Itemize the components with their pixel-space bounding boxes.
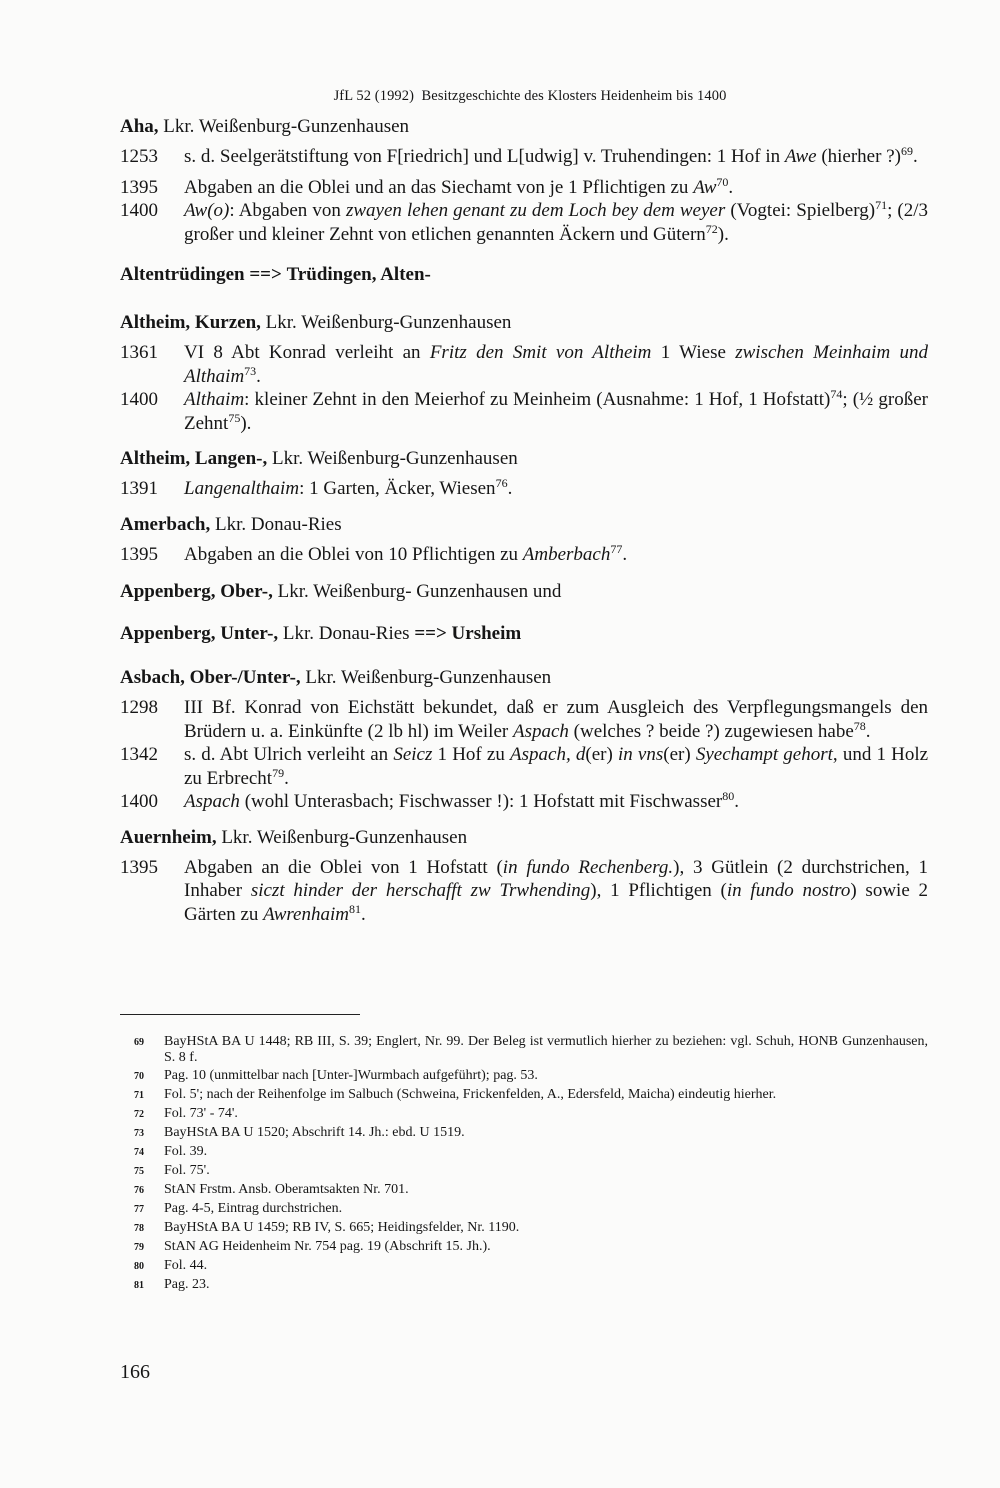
entry: 1400 Aw(o): Abgaben von zwayen lehen genant zu dem Loch bey dem weyer (Vogtei: Spielberg)$^{71}$; (2/3 großer und kleiner Zehnt von etlichen genannten Äckern und Gütern$^{72}$). [120, 198, 929, 245]
entry: 1395 Abgaben an die Oblei von 10 Pflichtigen zu Amberbach$^{77}$. [120, 541, 628, 565]
place-heading-asbach: Asbach, Ober-/Unter-, Lkr. Weißenburg-Gunzenhausen [120, 667, 552, 688]
footnote [134, 1201, 928, 1218]
running-title: Besitzgeschichte des Klosters Heidenheim bis 1400 [421, 88, 727, 104]
footnote-separator [120, 1014, 360, 1015]
footnote [134, 1220, 928, 1237]
footnote-text: Pag. 23. [164, 1277, 210, 1292]
footnote-number: 73 [134, 1128, 144, 1139]
page-number: 166 [120, 1361, 150, 1383]
footnote-text: BayHStA BA U 1448; RB III, S. 39; Englert, Nr. 99. Der Beleg ist vermutlich hierher zu beziehen: vgl. Schuh, HONB Gunzenhausen, S. 8 f. [164, 1034, 928, 1065]
footnote-number: 76 [134, 1185, 144, 1196]
footnote-text: Fol. 73' - 74'. [164, 1106, 238, 1121]
place-heading-amerbach: Amerbach, Lkr. Donau-Ries [120, 513, 342, 535]
footnote-text: BayHStA BA U 1459; RB IV, S. 665; Heidingsfelder, Nr. 1190. [164, 1220, 520, 1235]
place-heading-altheim-kurzen: Altheim, Kurzen, Lkr. Weißenburg-Gunzenhausen [120, 312, 512, 333]
footnote-text: Fol. 75'. [164, 1163, 210, 1178]
place-heading-auernheim: Auernheim, Lkr. Weißenburg-Gunzenhausen [120, 826, 468, 848]
footnote [134, 1034, 928, 1066]
footnote-text: BayHStA BA U 1520; Abschrift 14. Jh.: ebd. U 1519. [164, 1125, 465, 1140]
footnote-text: Fol. 39. [164, 1144, 208, 1159]
entry: 1395 Abgaben an die Oblei von 1 Hofstatt (in fundo Rechenberg.), 3 Gütlein (2 durchstrichen, 1 Inhaber siczt hinder der herschafft zw Trwhending), 1 Pflichtigen (in fundo nostro) sowie 2 Gärten zu Awrenhaim$^{81}$. [120, 856, 929, 925]
footnotes [134, 1034, 928, 1294]
place-heading-altheim-langen: Altheim, Langen-, Lkr. Weißenburg-Gunzenhausen [120, 448, 518, 469]
footnote-number: 72 [134, 1109, 144, 1120]
entry: 1342 s. d. Abt Ulrich verleiht an Seicz 1 Hof zu Aspach, d(er) in vns(er) Syechampt gehort, und 1 Holz zu Erbrecht$^{79}$. [120, 744, 929, 789]
entry: 1361 VI 8 Abt Konrad verleiht an Fritz den Smit von Altheim 1 Wiese zwischen Meinhaim und Althaim$^{73}$. [120, 342, 928, 387]
place-heading-appenberg-unter: Appenberg, Unter-, Lkr. Donau-Ries ==> Ursheim [120, 623, 522, 644]
footnote [134, 1106, 928, 1123]
place-heading-aha: Aha, Lkr. Weißenburg-Gunzenhausen [120, 116, 410, 137]
entry: 1400 Althaim: kleiner Zehnt in den Meierhof zu Meinheim (Ausnahme: 1 Hof, 1 Hofstatt)$^{74}$; (½ großer Zehnt$^{75}$). [120, 387, 928, 434]
footnote [134, 1182, 928, 1199]
entry: 1400 Aspach (wohl Unterasbach; Fischwasser !): 1 Hofstatt mit Fischwasser$^{80}$. [120, 789, 739, 812]
main-text [120, 115, 928, 926]
footnote [134, 1068, 928, 1085]
place-heading-appenberg-ober: Appenberg, Ober-, Lkr. Weißenburg- Gunzenhausen und [120, 581, 562, 602]
footnote-number: 80 [134, 1261, 144, 1272]
footnote-number: 75 [134, 1166, 144, 1177]
footnote-number: 78 [134, 1223, 144, 1234]
footnote-number: 69 [134, 1037, 144, 1048]
footnote [134, 1087, 928, 1104]
entry: 1298 III Bf. Konrad von Eichstätt bekundet, daß er zum Ausgleich des Verpflegungsmangels den Brüdern u. a. Einkünfte (2 lb hl) im Weiler Aspach (welches ? beide ?) zugewiesen habe$^{78}$. [120, 697, 928, 742]
footnote [134, 1163, 928, 1180]
footnote-number: 81 [134, 1280, 144, 1291]
running-head [0, 88, 1000, 105]
footnote-text: Fol. 5'; nach der Reihenfolge im Salbuch (Schweina, Frickenfelden, A., Edersfeld, Maicha) eindeutig hierher. [164, 1087, 777, 1102]
footnote-text: StAN Frstm. Ansb. Oberamtsakten Nr. 701. [164, 1182, 409, 1197]
entry: 1391 Langenalthaim: 1 Garten, Äcker, Wiesen$^{76}$. [120, 476, 513, 499]
footnote-number: 70 [134, 1071, 144, 1082]
footnote-text: StAN AG Heidenheim Nr. 754 pag. 19 (Abschrift 15. Jh.). [164, 1239, 491, 1254]
footnote-text: Fol. 44. [164, 1258, 208, 1273]
footnote-text: Pag. 4-5, Eintrag durchstrichen. [164, 1201, 343, 1216]
journal-ref: JfL 52 (1992) [333, 88, 415, 104]
footnote-number: 77 [134, 1204, 144, 1215]
place-heading-altentruedingen: Altentrüdingen ==> Trüdingen, Alten- [120, 264, 431, 285]
footnote [134, 1277, 928, 1294]
entry: 1253 s. d. Seelgerätstiftung von F[riedrich] und L[udwig] v. Truhendingen: 1 Hof in Awe (hierher ?)$^{69}$. [120, 144, 918, 167]
footnote-text: Pag. 10 (unmittelbar nach [Unter-]Wurmbach aufgeführt); pag. 53. [164, 1068, 538, 1083]
footnote [134, 1144, 928, 1161]
entry: 1395 Abgaben an die Oblei und an das Siechamt von je 1 Pflichtigen zu Aw$^{70}$. [120, 174, 734, 198]
footnote-number: 79 [134, 1242, 144, 1253]
footnote [134, 1258, 928, 1275]
footnote [134, 1125, 928, 1142]
footnote-number: 74 [134, 1147, 144, 1158]
footnote [134, 1239, 928, 1256]
footnote-number: 71 [134, 1090, 144, 1101]
